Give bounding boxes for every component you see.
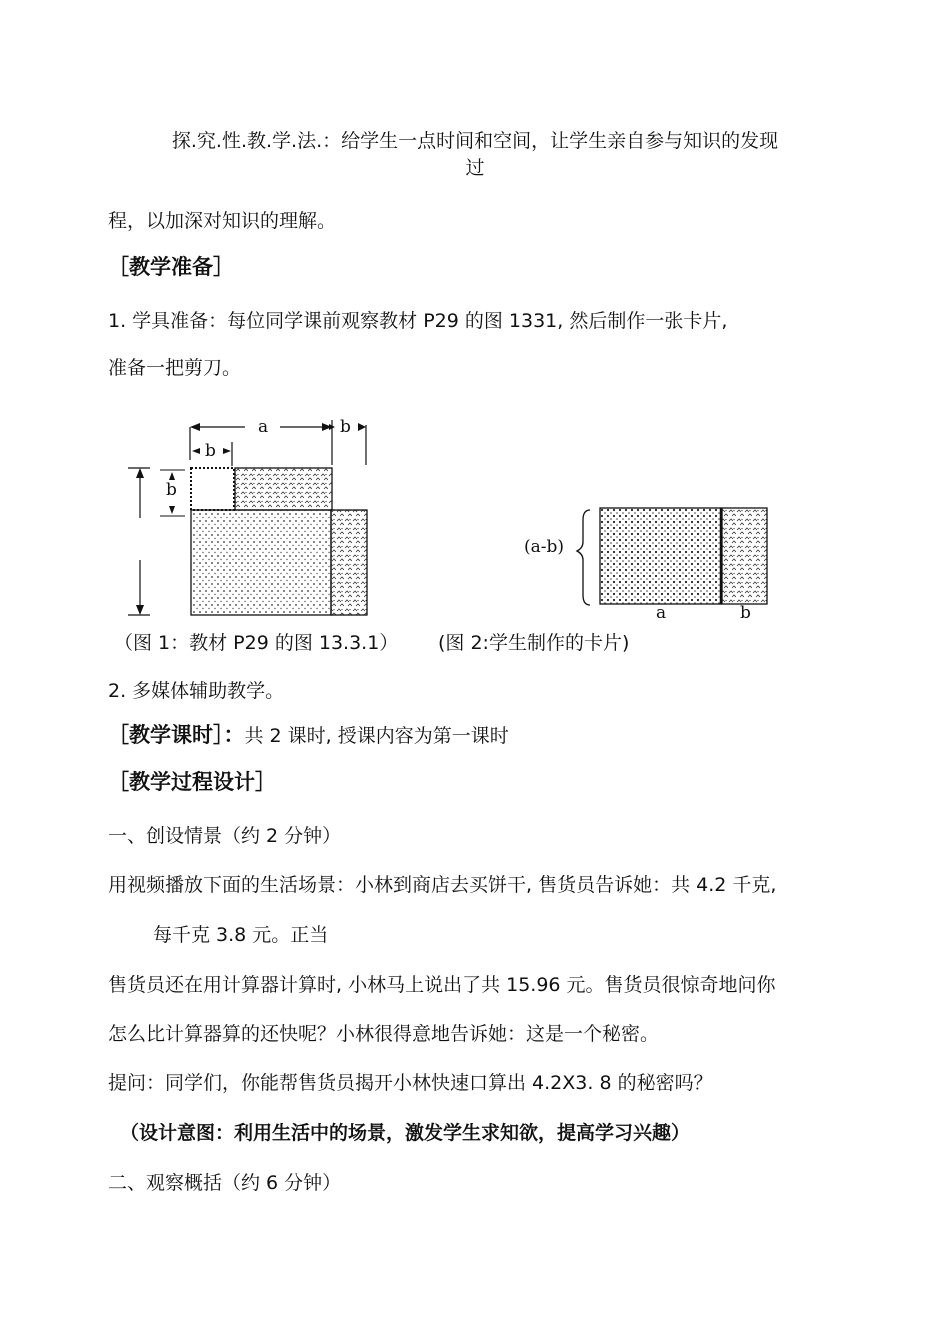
process-para2-line1: 售货员还在用计算器计算时, 小林马上说出了共 15.96 元。售货员很惊奇地问你	[108, 974, 776, 996]
process-question: 提问：同学们，你能帮售货员揭开小林快速口算出 4.2X3. 8 的秘密吗？	[108, 1072, 713, 1094]
process-para1-line1: 用视频播放下面的生活场景：小林到商店去买饼干, 售货员告诉她：共 4.2 千克,	[108, 874, 777, 896]
section-heading-process: ［教学过程设计］	[108, 770, 276, 794]
fig2-label-b: b	[740, 603, 751, 623]
intro-line1: 探.究.性.教.学.法.：给学生一点时间和空间，让学生亲自参与知识的发现	[171, 130, 779, 152]
section-heading-prep: ［教学准备］	[108, 255, 234, 279]
figures-illustration	[0, 400, 950, 625]
figure1	[128, 417, 367, 615]
process-step2: 二、观察概括（约 6 分钟）	[108, 1172, 342, 1194]
prep-item1-line1: 1. 学具准备：每位同学课前观察教材 P29 的图 1331, 然后制作一张卡片,	[108, 310, 728, 332]
fig1-label-a: a	[258, 417, 269, 437]
hours-text: 共 2 课时, 授课内容为第一课时	[244, 725, 509, 747]
fig2-label-a: a	[656, 603, 667, 623]
figure1-caption: （图 1：教材 P29 的图 13.3.1）	[114, 632, 399, 654]
fig2-label-ab: (a-b)	[524, 537, 565, 557]
process-step1: 一、创设情景（约 2 分钟）	[108, 825, 342, 847]
prep-item2: 2. 多媒体辅助教学。	[108, 680, 285, 702]
figure2	[524, 508, 767, 623]
prep-item1-line2: 准备一把剪刀。	[108, 357, 242, 379]
section-heading-hours: ［教学课时］：	[108, 723, 245, 747]
process-para1-line2: 每千克 3.8 元。正当	[153, 924, 329, 946]
fig1-label-b-side: b	[166, 480, 177, 500]
process-intent: （设计意图：利用生活中的场景，激发学生求知欲，提高学习兴趣）	[120, 1122, 691, 1144]
fig1-label-b-top: b	[340, 417, 351, 437]
fig1-label-b-inner: b	[205, 441, 216, 461]
intro-line2: 程，以加深对知识的理解。	[108, 210, 337, 232]
process-para2-line2: 怎么比计算器算的还快呢？小林很得意地告诉她：这是一个秘密。	[108, 1023, 660, 1045]
hours-line	[108, 723, 509, 748]
figure2-caption: (图 2:学生制作的卡片)	[438, 632, 630, 654]
intro-line1-wrap: 过	[465, 157, 485, 179]
